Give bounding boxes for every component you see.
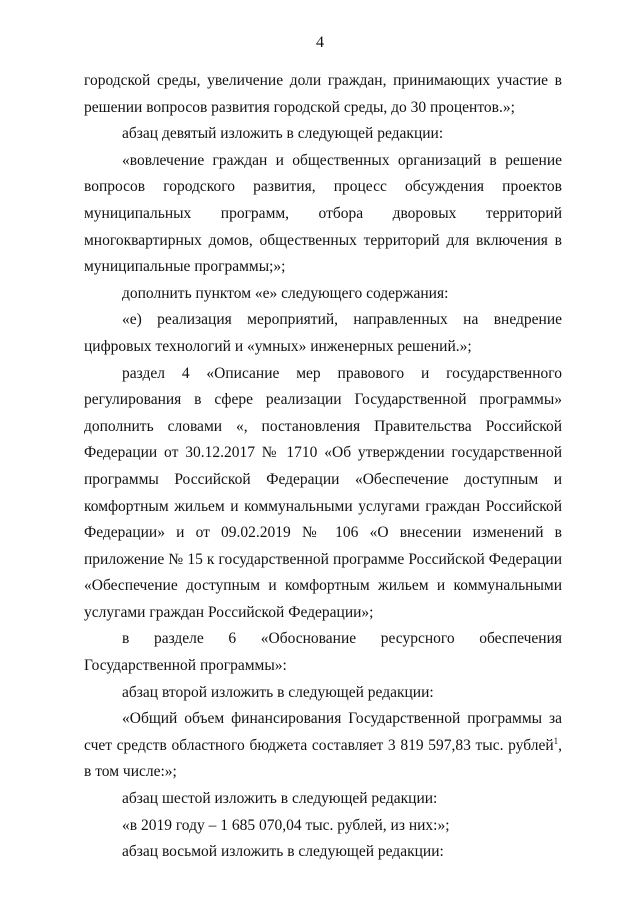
paragraph-instruction: абзац девятый изложить в следующей редакции: — [122, 125, 444, 143]
paragraph-quote: «вовлечение граждан и общественных организаций в решение вопросов городского развития, процесс обсуждения проектов муниципальных программ, отбора дворовых территорий многоквартирных домов, общественных территорий для включения в муниципальные программы;»; — [84, 151, 562, 276]
paragraph-quote: «в 2019 году – 1 685 070,04 тыс. рублей, из них:»; — [122, 816, 450, 834]
page-number: 4 — [316, 34, 324, 51]
document-body — [84, 68, 562, 866]
paragraph-instruction: абзац второй изложить в следующей редакции: — [122, 683, 434, 701]
financing-text: «Общий объем финансирования Государственной программы за счет средств областного бюджета составляет 3 819 597,83 тыс. рублей — [84, 710, 562, 754]
paragraph-quote: «е) реализация мероприятий, направленных на внедрение цифровых технологий и «умных» инженерных решений.»; — [84, 311, 562, 355]
paragraph-section-6: в разделе 6 «Обоснование ресурсного обеспечения Государственной программы»: — [84, 630, 562, 675]
paragraph-instruction: абзац восьмой изложить в следующей редакции: — [122, 843, 444, 861]
paragraph-instruction: дополнить пунктом «е» следующего содержания: — [122, 284, 449, 302]
paragraph-instruction: абзац шестой изложить в следующей редакции: — [122, 790, 438, 808]
paragraph-financing — [84, 706, 562, 786]
financing-text-end: , в том числе:»; — [84, 736, 562, 781]
paragraph-continuation: городской среды, увеличение доли граждан, принимающих участие в решении вопросов развития городской среды, до 30 процентов.»; — [84, 72, 562, 116]
footnote-mark: 1 — [553, 735, 559, 746]
paragraph-section-4: раздел 4 «Описание мер правового и государственного регулирования в сфере реализации Государственной программы» дополнить словами «, постановления Правительства Российской Федерации от 30.12.2017 № 1710 «Об утверждении государственной программы Российской Федерации «Обеспечение доступным и комфортным жильем и коммунальными услугами граждан Российской Федерации» и от 09.02.2019 № 106 «О внесении изменений в приложение № 15 к государственной программе Российской Федерации «Обеспечение доступным и комфортным жильем и коммунальными услугами граждан Российской Федерации»; — [84, 364, 562, 621]
